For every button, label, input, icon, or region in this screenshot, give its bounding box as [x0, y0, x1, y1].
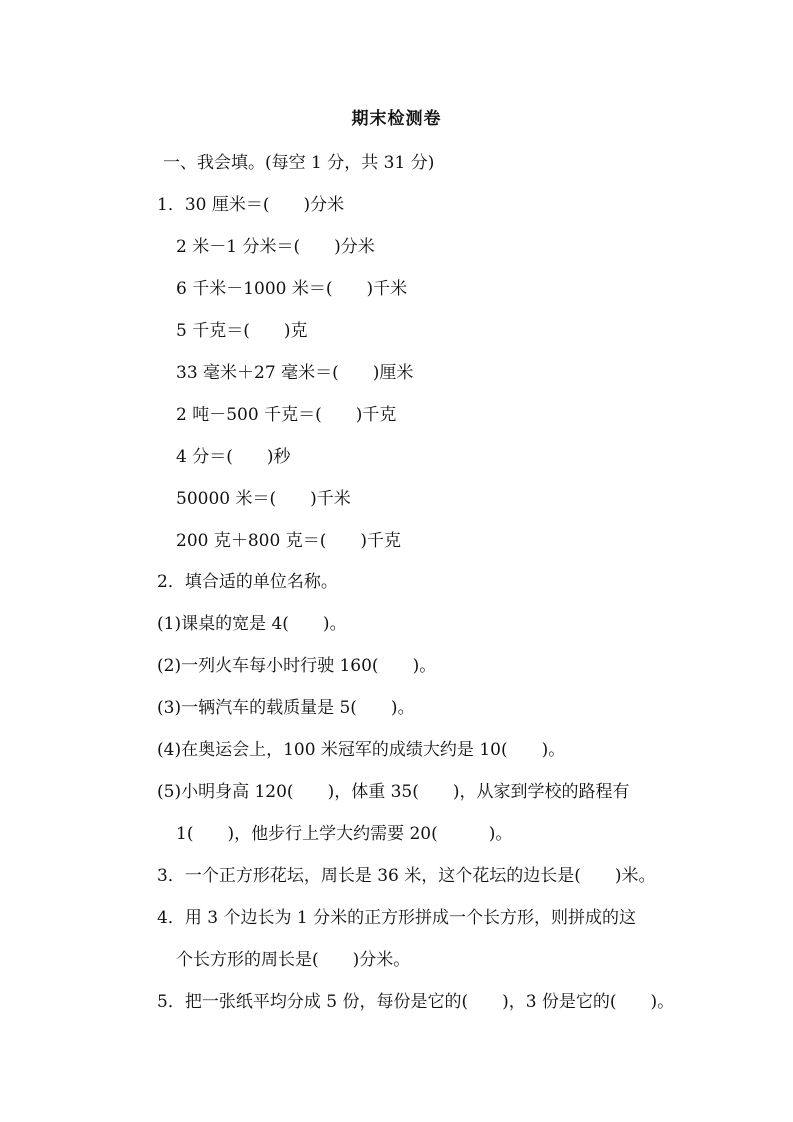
question-1-item: 33 毫米＋27 毫米＝( )厘米 — [176, 363, 414, 383]
question-1-item: 4 分＝( )秒 — [176, 447, 291, 467]
question-5: 5．把一张纸平均分成 5 份，每份是它的( )，3 份是它的( )。 — [157, 992, 675, 1012]
question-4-continued: 个长方形的周长是( )分米。 — [176, 950, 411, 970]
section-heading: 一、我会填。(每空 1 分，共 31 分) — [163, 153, 435, 173]
page-title: 期末检测卷 — [351, 109, 442, 129]
question-2-item: (3)一辆汽车的载质量是 5( )。 — [157, 698, 415, 718]
question-3: 3．一个正方形花坛，周长是 36 米，这个花坛的边长是( )米。 — [157, 866, 656, 886]
question-2-item: (2)一列火车每小时行驶 160( )。 — [157, 656, 437, 676]
question-1-item: 2 吨－500 千克＝( )千克 — [176, 405, 397, 425]
question-1-item: 50000 米＝( )千米 — [176, 489, 351, 509]
question-2-item: (5)小明身高 120( )，体重 35( )，从家到学校的路程有 — [157, 782, 630, 802]
question-1-item: 6 千米－1000 米＝( )千米 — [176, 279, 408, 299]
question-4: 4．用 3 个边长为 1 分米的正方形拼成一个长方形，则拼成的这 — [157, 908, 637, 928]
question-1: 1．30 厘米＝( )分米 — [157, 195, 345, 215]
question-2-item-continued: 1( )，他步行上学大约需要 20( )。 — [176, 824, 513, 844]
question-1-item: 2 米－1 分米＝( )分米 — [176, 237, 375, 257]
question-1-item: 5 千克＝( )克 — [176, 321, 308, 341]
question-2-item: (1)课桌的宽是 4( )。 — [157, 614, 347, 634]
question-2-item: (4)在奥运会上，100 米冠军的成绩大约是 10( )。 — [157, 740, 566, 760]
question-2: 2．填合适的单位名称。 — [157, 572, 338, 592]
question-1-item: 200 克＋800 克＝( )千克 — [176, 531, 401, 551]
